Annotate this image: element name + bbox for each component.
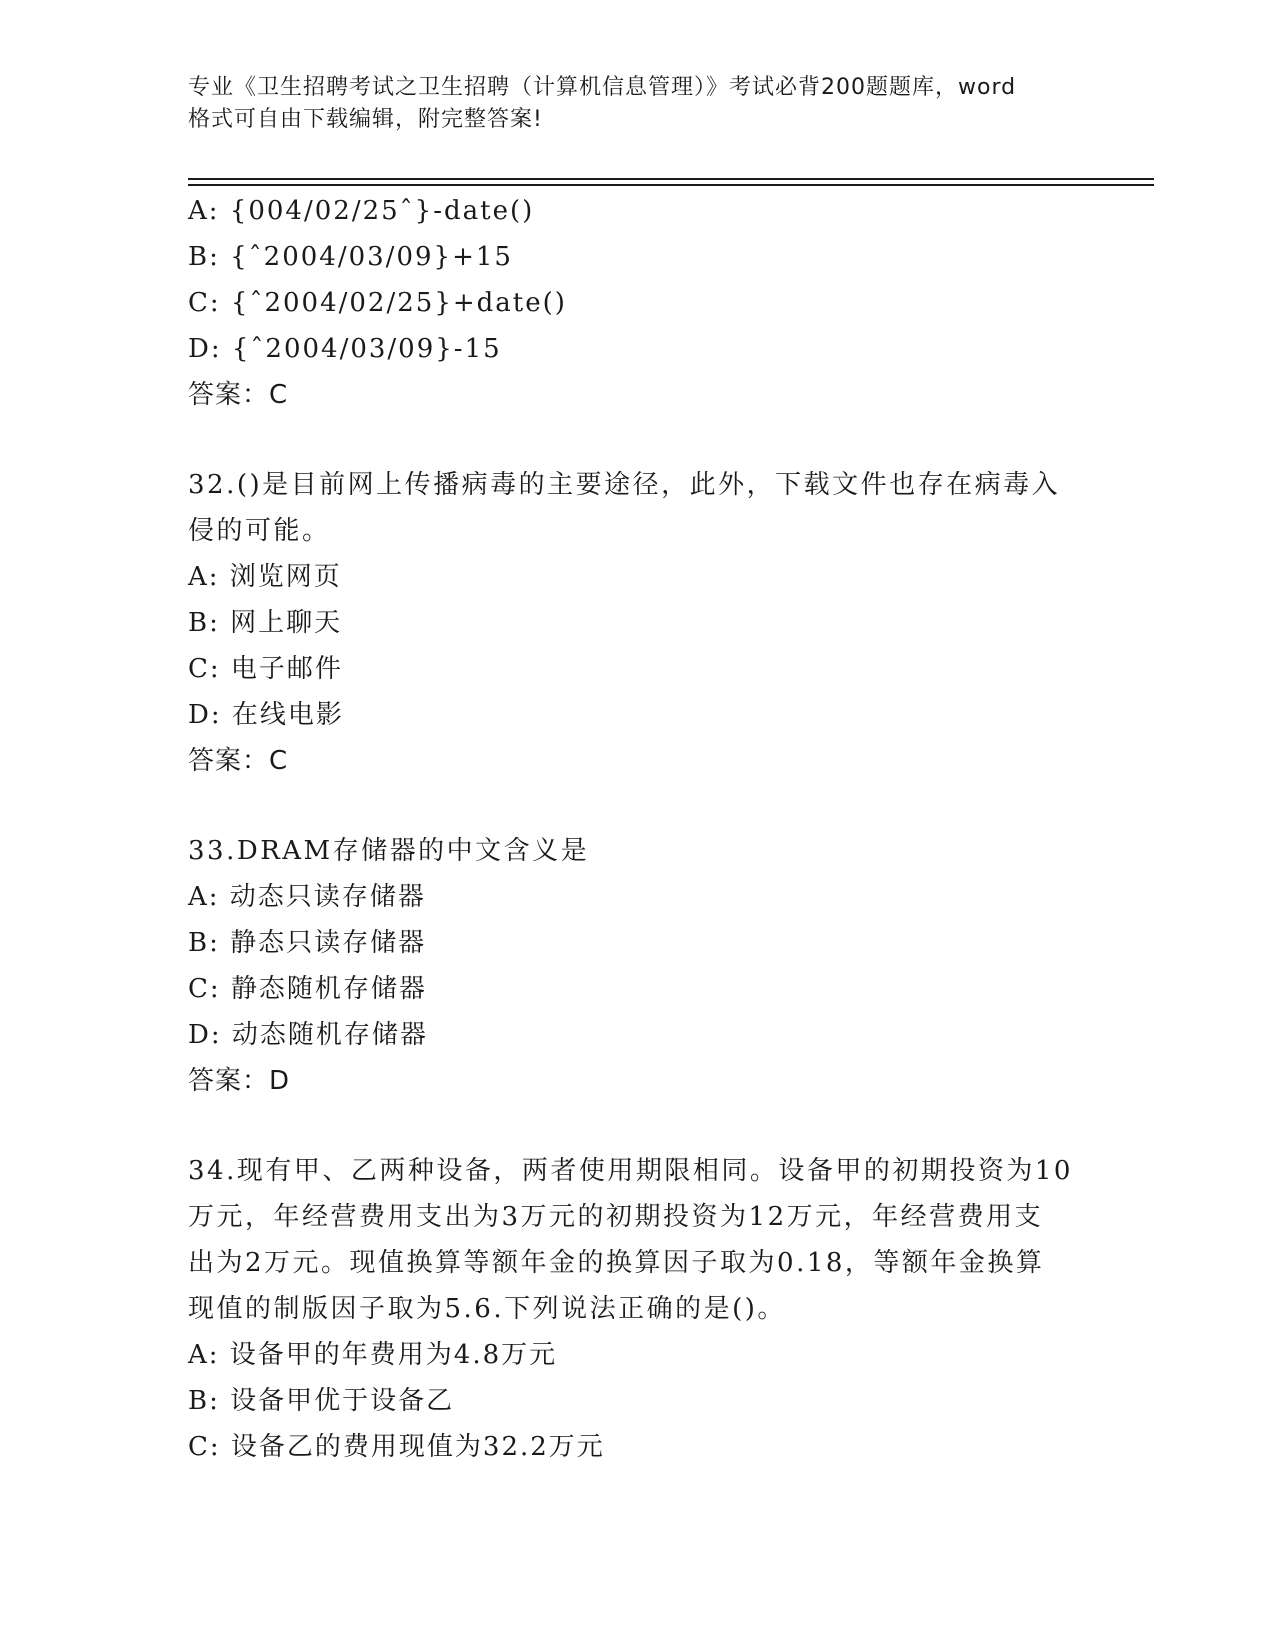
option-c: C: 电子邮件 bbox=[188, 654, 343, 684]
question-34 bbox=[188, 1148, 1108, 1470]
option-b: B: 设备甲优于设备乙 bbox=[188, 1386, 455, 1416]
document-header bbox=[188, 72, 1088, 136]
option-a: A: 动态只读存储器 bbox=[188, 882, 426, 912]
option-c: C: 设备乙的费用现值为32.2万元 bbox=[188, 1432, 605, 1462]
header-line-1: 专业《卫生招聘考试之卫生招聘（计算机信息管理）》考试必背200题题库，word bbox=[188, 75, 1017, 100]
option-d: D: {ˆ2004/03/09}-15 bbox=[188, 334, 502, 364]
question-32 bbox=[188, 462, 1108, 784]
question-line: 34.现有甲、乙两种设备，两者使用期限相同。设备甲的初期投资为10 bbox=[188, 1156, 1073, 1186]
question-line: 32.()是目前网上传播病毒的主要途径，此外，下载文件也存在病毒入 bbox=[188, 470, 1061, 500]
option-c: C: 静态随机存储器 bbox=[188, 974, 427, 1004]
option-b: B: 网上聊天 bbox=[188, 608, 343, 638]
option-a: A: 浏览网页 bbox=[188, 562, 342, 592]
header-divider-top bbox=[188, 178, 1154, 180]
option-a: A: {004/02/25ˆ}-date() bbox=[188, 196, 535, 226]
question-33 bbox=[188, 828, 1108, 1104]
question-line: 现值的制版因子取为5.6.下列说法正确的是()。 bbox=[188, 1294, 786, 1324]
header-line-2: 格式可自由下载编辑，附完整答案! bbox=[188, 107, 543, 132]
answer: 答案：D bbox=[188, 1066, 291, 1096]
option-d: D: 动态随机存储器 bbox=[188, 1020, 428, 1050]
question-line: 侵的可能。 bbox=[188, 516, 331, 546]
document-body bbox=[188, 188, 1108, 1470]
option-c: C: {ˆ2004/02/25}+date() bbox=[188, 288, 567, 318]
question-line: 万元，年经营费用支出为3万元的初期投资为12万元，年经营费用支 bbox=[188, 1202, 1044, 1232]
option-b: B: 静态只读存储器 bbox=[188, 928, 427, 958]
question-line: 33.DRAM存储器的中文含义是 bbox=[188, 836, 590, 866]
answer: 答案：C bbox=[188, 380, 289, 410]
question-text bbox=[188, 462, 1108, 554]
question-line: 出为2万元。现值换算等额年金的换算因子取为0.18，等额年金换算 bbox=[188, 1248, 1045, 1278]
header-divider-bottom bbox=[188, 184, 1154, 186]
question-text bbox=[188, 828, 1108, 874]
option-b: B: {ˆ2004/03/09}+15 bbox=[188, 242, 513, 272]
option-a: A: 设备甲的年费用为4.8万元 bbox=[188, 1340, 558, 1370]
question-31 bbox=[188, 188, 1108, 418]
option-d: D: 在线电影 bbox=[188, 700, 344, 730]
question-text bbox=[188, 1148, 1108, 1332]
answer: 答案：C bbox=[188, 746, 289, 776]
